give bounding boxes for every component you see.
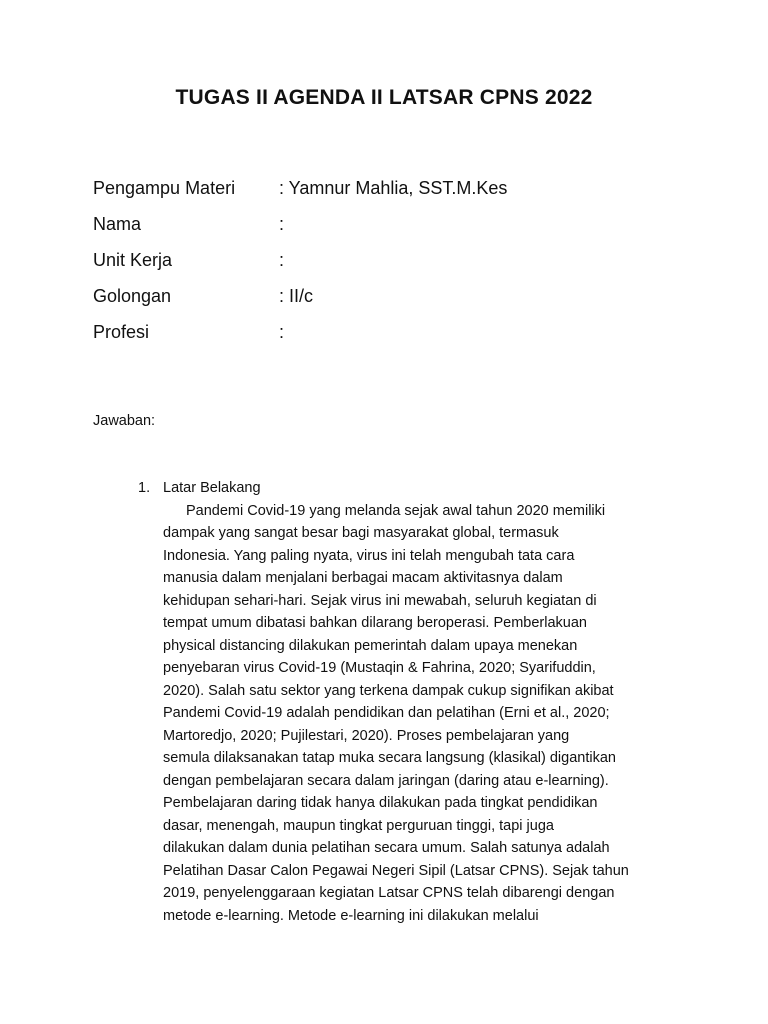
paragraph-line: Pandemi Covid-19 yang melanda sejak awal tahun 2020 memiliki <box>186 502 606 519</box>
paragraph-line: dengan pembelajaran secara dalam jaringan (daring atau e-learning). <box>163 772 609 789</box>
section-title: Latar Belakang <box>163 480 261 496</box>
info-value: : <box>279 250 285 270</box>
paragraph-line: 2020). Salah satu sektor yang terkena dampak cukup signifikan akibat <box>163 682 614 699</box>
answer-label: Jawaban: <box>93 413 156 429</box>
info-value: : Yamnur Mahlia, SST.M.Kes <box>279 178 508 198</box>
paragraph-line: 2019, penyelenggaraan kegiatan Latsar CPNS telah dibarengi dengan <box>163 885 615 901</box>
paragraph-line: metode e-learning. Metode e-learning ini dilakukan melalui <box>163 907 539 924</box>
section-latar-belakang <box>138 477 678 927</box>
paragraph-line: semula dilaksanakan tatap muka secara langsung (klasikal) digantikan <box>163 750 616 766</box>
paragraph-line: dasar, menengah, maupun tingkat perguruan tinggi, tapi juga <box>163 817 554 834</box>
info-label: Nama <box>93 214 142 234</box>
info-label: Pengampu Materi <box>93 178 236 198</box>
paragraph-line: dilakukan dalam dunia pelatihan secara umum. Salah satunya adalah <box>163 840 610 856</box>
info-value: : <box>279 214 285 234</box>
info-label: Profesi <box>93 322 150 342</box>
page-title: TUGAS II AGENDA II LATSAR CPNS 2022 <box>175 86 593 109</box>
section-number: 1. <box>138 480 151 496</box>
paragraph-line: kehidupan sehari-hari. Sejak virus ini mewabah, seluruh kegiatan di <box>163 592 597 609</box>
paragraph-line: tempat umum dibatasi bahkan dilarang beroperasi. Pemberlakuan <box>163 615 587 631</box>
info-row-nama <box>93 206 693 242</box>
info-row-profesi <box>93 314 693 350</box>
info-label: Unit Kerja <box>93 250 173 270</box>
paragraph-line: dampak yang sangat besar bagi masyarakat global, termasuk <box>163 525 559 541</box>
info-row-pengampu <box>93 170 693 206</box>
paragraph-line: Indonesia. Yang paling nyata, virus ini telah mengubah tata cara <box>163 547 575 564</box>
paragraph-line: manusia dalam menjalani berbagai macam aktivitasnya dalam <box>163 570 563 586</box>
info-value: : <box>279 322 285 342</box>
section-paragraph <box>138 500 678 928</box>
paragraph-line: Pembelajaran daring tidak hanya dilakukan pada tingkat pendidikan <box>163 795 598 811</box>
info-value: : II/c <box>279 286 314 306</box>
info-row-unit-kerja <box>93 242 693 278</box>
section-heading <box>138 477 678 500</box>
paragraph-line: penyebaran virus Covid-19 (Mustaqin & Fahrina, 2020; Syarifuddin, <box>163 660 596 676</box>
paragraph-line: Pandemi Covid-19 adalah pendidikan dan pelatihan (Erni et al., 2020; <box>163 705 610 721</box>
info-label: Golongan <box>93 286 172 306</box>
paragraph-line: Pelatihan Dasar Calon Pegawai Negeri Sipil (Latsar CPNS). Sejak tahun <box>163 862 629 879</box>
info-row-golongan <box>93 278 693 314</box>
paragraph-line: physical distancing dilakukan pemerintah dalam upaya menekan <box>163 637 578 654</box>
paragraph-line: Martoredjo, 2020; Pujilestari, 2020). Proses pembelajaran yang <box>163 727 570 744</box>
info-block <box>93 170 693 350</box>
